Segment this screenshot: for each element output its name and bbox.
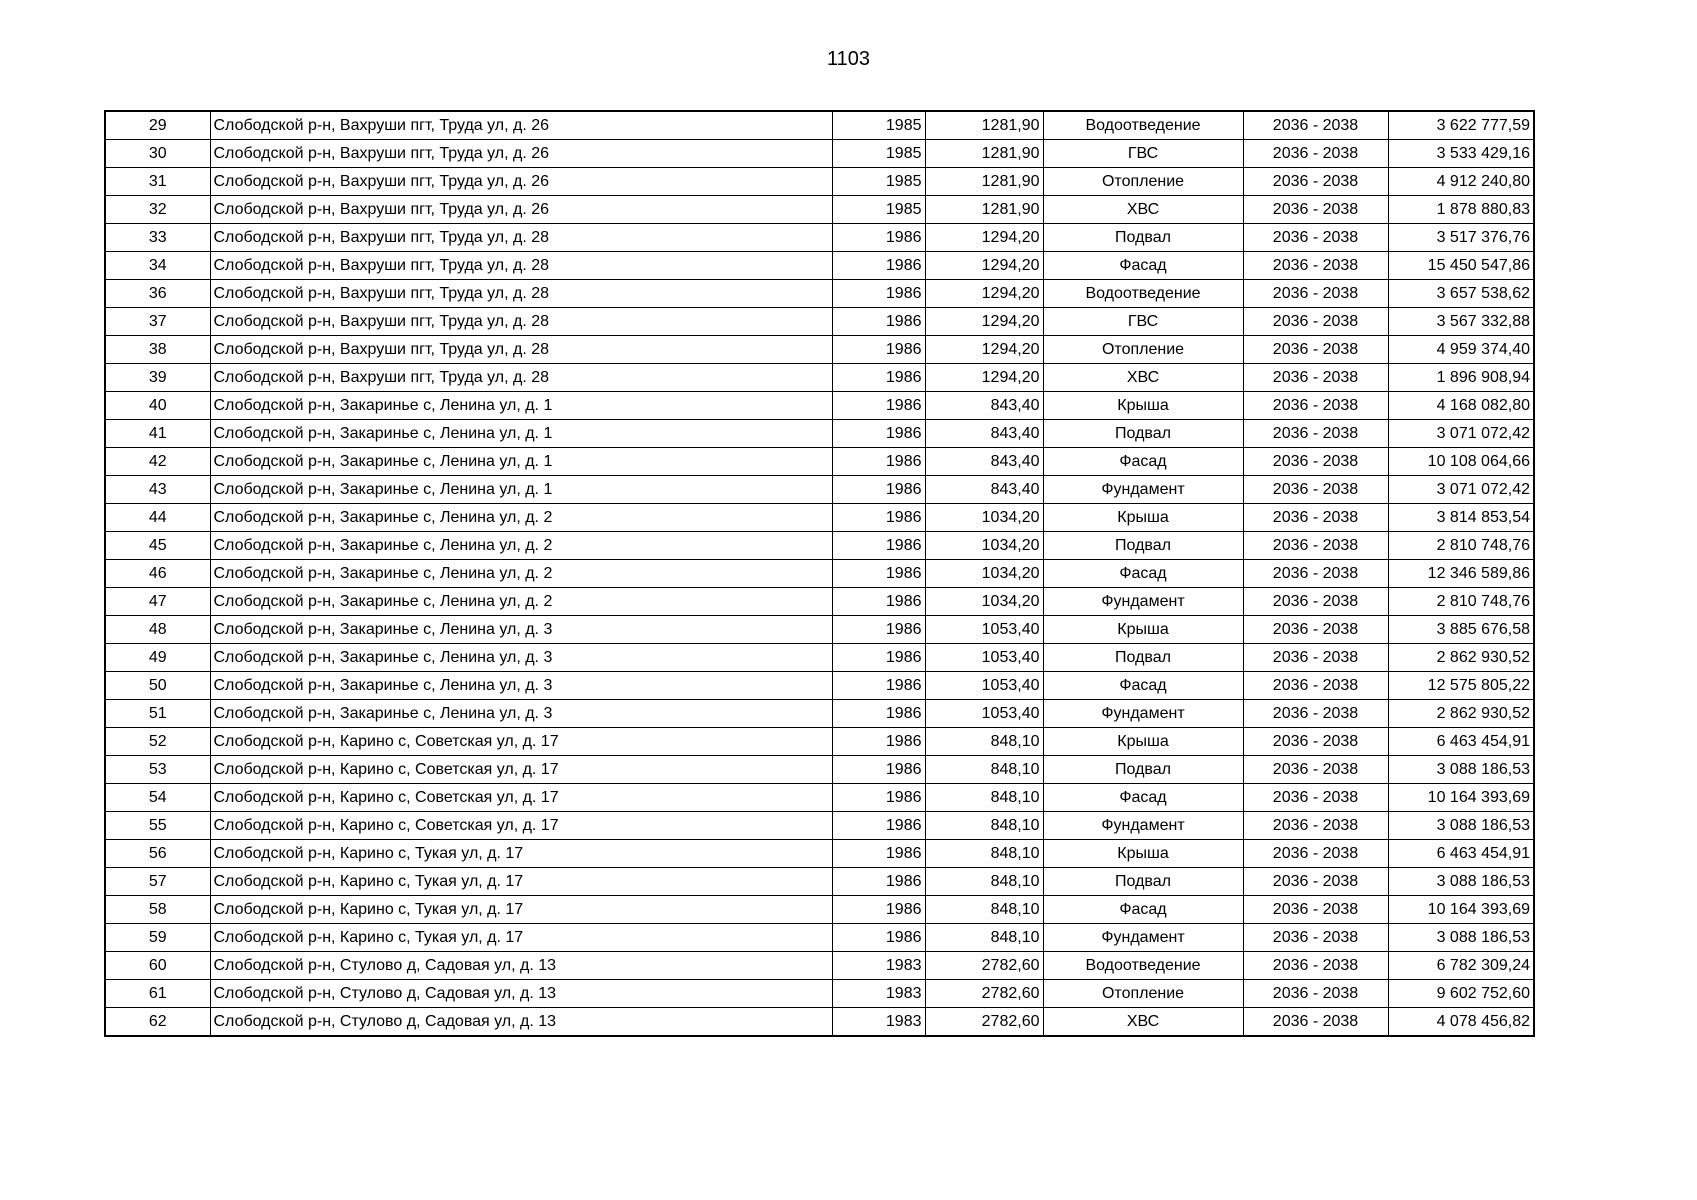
period-cell: 2036 - 2038 <box>1243 111 1388 140</box>
work-type-cell: Фасад <box>1043 252 1243 280</box>
year-built-cell: 1986 <box>832 924 925 952</box>
row-number-cell: 62 <box>105 1008 210 1037</box>
work-type-cell: Водоотведение <box>1043 952 1243 980</box>
period-cell: 2036 - 2038 <box>1243 588 1388 616</box>
work-type-cell: Фундамент <box>1043 700 1243 728</box>
work-type-cell: ХВС <box>1043 196 1243 224</box>
row-number-cell: 32 <box>105 196 210 224</box>
year-built-cell: 1986 <box>832 616 925 644</box>
address-cell: Слободской р-н, Закаринье с, Ленина ул, д. 1 <box>210 392 832 420</box>
cost-cell: 3 657 538,62 <box>1388 280 1534 308</box>
year-built-cell: 1986 <box>832 672 925 700</box>
table-row <box>105 840 1534 868</box>
cost-cell: 4 912 240,80 <box>1388 168 1534 196</box>
table-row <box>105 252 1534 280</box>
address-cell: Слободской р-н, Закаринье с, Ленина ул, д. 2 <box>210 532 832 560</box>
area-cell: 843,40 <box>925 448 1043 476</box>
year-built-cell: 1986 <box>832 532 925 560</box>
table-row <box>105 1008 1534 1037</box>
address-cell: Слободской р-н, Закаринье с, Ленина ул, д. 2 <box>210 560 832 588</box>
period-cell: 2036 - 2038 <box>1243 420 1388 448</box>
table-row <box>105 896 1534 924</box>
cost-cell: 3 622 777,59 <box>1388 111 1534 140</box>
year-built-cell: 1986 <box>832 280 925 308</box>
year-built-cell: 1986 <box>832 812 925 840</box>
work-type-cell: Фасад <box>1043 560 1243 588</box>
work-type-cell: Подвал <box>1043 532 1243 560</box>
table-row <box>105 476 1534 504</box>
row-number-cell: 40 <box>105 392 210 420</box>
table-row <box>105 924 1534 952</box>
row-number-cell: 56 <box>105 840 210 868</box>
year-built-cell: 1985 <box>832 168 925 196</box>
work-type-cell: Водоотведение <box>1043 280 1243 308</box>
row-number-cell: 58 <box>105 896 210 924</box>
work-type-cell: Фасад <box>1043 896 1243 924</box>
table-row <box>105 532 1534 560</box>
row-number-cell: 33 <box>105 224 210 252</box>
address-cell: Слободской р-н, Вахруши пгт, Труда ул, д. 26 <box>210 168 832 196</box>
row-number-cell: 49 <box>105 644 210 672</box>
row-number-cell: 51 <box>105 700 210 728</box>
address-cell: Слободской р-н, Вахруши пгт, Труда ул, д. 26 <box>210 111 832 140</box>
table-row <box>105 980 1534 1008</box>
work-type-cell: Подвал <box>1043 868 1243 896</box>
address-cell: Слободской р-н, Карино с, Тукая ул, д. 17 <box>210 868 832 896</box>
cost-cell: 4 959 374,40 <box>1388 336 1534 364</box>
address-cell: Слободской р-н, Карино с, Тукая ул, д. 17 <box>210 924 832 952</box>
address-cell: Слободской р-н, Вахруши пгт, Труда ул, д. 26 <box>210 140 832 168</box>
table-row <box>105 588 1534 616</box>
row-number-cell: 42 <box>105 448 210 476</box>
period-cell: 2036 - 2038 <box>1243 336 1388 364</box>
period-cell: 2036 - 2038 <box>1243 952 1388 980</box>
year-built-cell: 1986 <box>832 756 925 784</box>
table-row <box>105 168 1534 196</box>
table-row <box>105 280 1534 308</box>
work-type-cell: Подвал <box>1043 756 1243 784</box>
cost-cell: 12 575 805,22 <box>1388 672 1534 700</box>
year-built-cell: 1986 <box>832 588 925 616</box>
period-cell: 2036 - 2038 <box>1243 672 1388 700</box>
year-built-cell: 1986 <box>832 252 925 280</box>
cost-cell: 3 814 853,54 <box>1388 504 1534 532</box>
row-number-cell: 44 <box>105 504 210 532</box>
area-cell: 2782,60 <box>925 1008 1043 1037</box>
cost-cell: 4 168 082,80 <box>1388 392 1534 420</box>
address-cell: Слободской р-н, Закаринье с, Ленина ул, д. 1 <box>210 448 832 476</box>
row-number-cell: 46 <box>105 560 210 588</box>
period-cell: 2036 - 2038 <box>1243 812 1388 840</box>
table-row <box>105 952 1534 980</box>
cost-cell: 9 602 752,60 <box>1388 980 1534 1008</box>
area-cell: 1053,40 <box>925 700 1043 728</box>
period-cell: 2036 - 2038 <box>1243 840 1388 868</box>
work-type-cell: ГВС <box>1043 308 1243 336</box>
area-cell: 1281,90 <box>925 111 1043 140</box>
cost-cell: 3 885 676,58 <box>1388 616 1534 644</box>
year-built-cell: 1986 <box>832 420 925 448</box>
row-number-cell: 31 <box>105 168 210 196</box>
period-cell: 2036 - 2038 <box>1243 392 1388 420</box>
year-built-cell: 1983 <box>832 1008 925 1037</box>
address-cell: Слободской р-н, Закаринье с, Ленина ул, д. 3 <box>210 644 832 672</box>
cost-cell: 3 088 186,53 <box>1388 924 1534 952</box>
year-built-cell: 1986 <box>832 308 925 336</box>
area-cell: 848,10 <box>925 784 1043 812</box>
cost-cell: 10 164 393,69 <box>1388 896 1534 924</box>
address-cell: Слободской р-н, Стулово д, Садовая ул, д. 13 <box>210 1008 832 1037</box>
row-number-cell: 43 <box>105 476 210 504</box>
address-cell: Слободской р-н, Закаринье с, Ленина ул, д. 2 <box>210 504 832 532</box>
area-cell: 848,10 <box>925 756 1043 784</box>
year-built-cell: 1986 <box>832 364 925 392</box>
year-built-cell: 1986 <box>832 840 925 868</box>
period-cell: 2036 - 2038 <box>1243 448 1388 476</box>
work-type-cell: Фундамент <box>1043 476 1243 504</box>
row-number-cell: 50 <box>105 672 210 700</box>
period-cell: 2036 - 2038 <box>1243 1008 1388 1037</box>
area-cell: 1053,40 <box>925 672 1043 700</box>
row-number-cell: 39 <box>105 364 210 392</box>
period-cell: 2036 - 2038 <box>1243 252 1388 280</box>
cost-cell: 3 071 072,42 <box>1388 420 1534 448</box>
row-number-cell: 38 <box>105 336 210 364</box>
year-built-cell: 1985 <box>832 111 925 140</box>
row-number-cell: 36 <box>105 280 210 308</box>
year-built-cell: 1985 <box>832 196 925 224</box>
area-cell: 1281,90 <box>925 196 1043 224</box>
row-number-cell: 41 <box>105 420 210 448</box>
address-cell: Слободской р-н, Закаринье с, Ленина ул, д. 3 <box>210 700 832 728</box>
area-cell: 2782,60 <box>925 952 1043 980</box>
address-cell: Слободской р-н, Карино с, Советская ул, д. 17 <box>210 784 832 812</box>
year-built-cell: 1986 <box>832 644 925 672</box>
address-cell: Слободской р-н, Закаринье с, Ленина ул, д. 1 <box>210 476 832 504</box>
area-cell: 1294,20 <box>925 308 1043 336</box>
cost-cell: 3 533 429,16 <box>1388 140 1534 168</box>
period-cell: 2036 - 2038 <box>1243 532 1388 560</box>
address-cell: Слободской р-н, Вахруши пгт, Труда ул, д. 28 <box>210 224 832 252</box>
cost-cell: 1 896 908,94 <box>1388 364 1534 392</box>
area-cell: 1053,40 <box>925 616 1043 644</box>
table-row <box>105 420 1534 448</box>
row-number-cell: 47 <box>105 588 210 616</box>
work-type-cell: Фундамент <box>1043 924 1243 952</box>
year-built-cell: 1986 <box>832 896 925 924</box>
year-built-cell: 1986 <box>832 336 925 364</box>
cost-cell: 3 088 186,53 <box>1388 868 1534 896</box>
year-built-cell: 1985 <box>832 140 925 168</box>
address-cell: Слободской р-н, Закаринье с, Ленина ул, д. 3 <box>210 616 832 644</box>
period-cell: 2036 - 2038 <box>1243 224 1388 252</box>
work-type-cell: Фасад <box>1043 672 1243 700</box>
table-row <box>105 448 1534 476</box>
area-cell: 1034,20 <box>925 532 1043 560</box>
cost-cell: 3 517 376,76 <box>1388 224 1534 252</box>
table-row <box>105 364 1534 392</box>
area-cell: 843,40 <box>925 392 1043 420</box>
period-cell: 2036 - 2038 <box>1243 756 1388 784</box>
row-number-cell: 60 <box>105 952 210 980</box>
address-cell: Слободской р-н, Карино с, Тукая ул, д. 17 <box>210 840 832 868</box>
table-row <box>105 196 1534 224</box>
period-cell: 2036 - 2038 <box>1243 168 1388 196</box>
cost-cell: 1 878 880,83 <box>1388 196 1534 224</box>
address-cell: Слободской р-н, Стулово д, Садовая ул, д. 13 <box>210 980 832 1008</box>
table-row <box>105 700 1534 728</box>
year-built-cell: 1986 <box>832 728 925 756</box>
area-cell: 1281,90 <box>925 168 1043 196</box>
table-row <box>105 616 1534 644</box>
area-cell: 848,10 <box>925 924 1043 952</box>
work-type-cell: Отопление <box>1043 336 1243 364</box>
table-body <box>105 111 1534 1036</box>
area-cell: 848,10 <box>925 868 1043 896</box>
address-cell: Слободской р-н, Вахруши пгт, Труда ул, д. 28 <box>210 364 832 392</box>
table-row <box>105 140 1534 168</box>
row-number-cell: 53 <box>105 756 210 784</box>
row-number-cell: 59 <box>105 924 210 952</box>
work-type-cell: Отопление <box>1043 980 1243 1008</box>
cost-cell: 15 450 547,86 <box>1388 252 1534 280</box>
table-row <box>105 560 1534 588</box>
area-cell: 848,10 <box>925 812 1043 840</box>
row-number-cell: 45 <box>105 532 210 560</box>
row-number-cell: 52 <box>105 728 210 756</box>
work-type-cell: Фасад <box>1043 448 1243 476</box>
area-cell: 1034,20 <box>925 588 1043 616</box>
work-type-cell: Крыша <box>1043 392 1243 420</box>
area-cell: 1294,20 <box>925 252 1043 280</box>
cost-cell: 2 810 748,76 <box>1388 588 1534 616</box>
row-number-cell: 54 <box>105 784 210 812</box>
cost-cell: 3 567 332,88 <box>1388 308 1534 336</box>
work-type-cell: Крыша <box>1043 504 1243 532</box>
address-cell: Слободской р-н, Вахруши пгт, Труда ул, д. 28 <box>210 252 832 280</box>
work-type-cell: Крыша <box>1043 728 1243 756</box>
cost-cell: 3 088 186,53 <box>1388 756 1534 784</box>
area-cell: 1281,90 <box>925 140 1043 168</box>
table-row <box>105 644 1534 672</box>
table-row <box>105 224 1534 252</box>
period-cell: 2036 - 2038 <box>1243 140 1388 168</box>
period-cell: 2036 - 2038 <box>1243 728 1388 756</box>
year-built-cell: 1983 <box>832 952 925 980</box>
period-cell: 2036 - 2038 <box>1243 644 1388 672</box>
year-built-cell: 1986 <box>832 560 925 588</box>
cost-cell: 6 463 454,91 <box>1388 728 1534 756</box>
table-row <box>105 812 1534 840</box>
work-type-cell: ХВС <box>1043 1008 1243 1037</box>
period-cell: 2036 - 2038 <box>1243 560 1388 588</box>
period-cell: 2036 - 2038 <box>1243 504 1388 532</box>
area-cell: 1294,20 <box>925 224 1043 252</box>
area-cell: 2782,60 <box>925 980 1043 1008</box>
work-type-cell: Отопление <box>1043 168 1243 196</box>
period-cell: 2036 - 2038 <box>1243 308 1388 336</box>
cost-cell: 12 346 589,86 <box>1388 560 1534 588</box>
work-type-cell: ХВС <box>1043 364 1243 392</box>
work-type-cell: Водоотведение <box>1043 111 1243 140</box>
table-row <box>105 308 1534 336</box>
table-row <box>105 672 1534 700</box>
cost-cell: 3 071 072,42 <box>1388 476 1534 504</box>
table-row <box>105 336 1534 364</box>
year-built-cell: 1986 <box>832 868 925 896</box>
address-cell: Слободской р-н, Вахруши пгт, Труда ул, д. 28 <box>210 280 832 308</box>
year-built-cell: 1986 <box>832 448 925 476</box>
work-type-cell: Крыша <box>1043 840 1243 868</box>
period-cell: 2036 - 2038 <box>1243 700 1388 728</box>
cost-cell: 6 782 309,24 <box>1388 952 1534 980</box>
address-cell: Слободской р-н, Карино с, Советская ул, д. 17 <box>210 812 832 840</box>
work-type-cell: Подвал <box>1043 224 1243 252</box>
cost-cell: 10 108 064,66 <box>1388 448 1534 476</box>
period-cell: 2036 - 2038 <box>1243 868 1388 896</box>
work-type-cell: Подвал <box>1043 644 1243 672</box>
table-row <box>105 504 1534 532</box>
year-built-cell: 1983 <box>832 980 925 1008</box>
year-built-cell: 1986 <box>832 700 925 728</box>
address-cell: Слободской р-н, Карино с, Советская ул, д. 17 <box>210 756 832 784</box>
address-cell: Слободской р-н, Закаринье с, Ленина ул, д. 1 <box>210 420 832 448</box>
year-built-cell: 1986 <box>832 392 925 420</box>
row-number-cell: 30 <box>105 140 210 168</box>
period-cell: 2036 - 2038 <box>1243 476 1388 504</box>
area-cell: 1053,40 <box>925 644 1043 672</box>
work-type-cell: Фасад <box>1043 784 1243 812</box>
area-cell: 1294,20 <box>925 364 1043 392</box>
table-row <box>105 392 1534 420</box>
row-number-cell: 57 <box>105 868 210 896</box>
period-cell: 2036 - 2038 <box>1243 924 1388 952</box>
table-row <box>105 868 1534 896</box>
area-cell: 1034,20 <box>925 504 1043 532</box>
cost-cell: 2 810 748,76 <box>1388 532 1534 560</box>
row-number-cell: 61 <box>105 980 210 1008</box>
year-built-cell: 1986 <box>832 224 925 252</box>
year-built-cell: 1986 <box>832 504 925 532</box>
work-type-cell: Подвал <box>1043 420 1243 448</box>
cost-cell: 10 164 393,69 <box>1388 784 1534 812</box>
address-cell: Слободской р-н, Карино с, Советская ул, д. 17 <box>210 728 832 756</box>
period-cell: 2036 - 2038 <box>1243 616 1388 644</box>
address-cell: Слободской р-н, Стулово д, Садовая ул, д. 13 <box>210 952 832 980</box>
area-cell: 848,10 <box>925 896 1043 924</box>
table-row <box>105 111 1534 140</box>
row-number-cell: 55 <box>105 812 210 840</box>
table-row <box>105 784 1534 812</box>
address-cell: Слободской р-н, Закаринье с, Ленина ул, д. 3 <box>210 672 832 700</box>
area-cell: 848,10 <box>925 728 1043 756</box>
period-cell: 2036 - 2038 <box>1243 364 1388 392</box>
repair-schedule-table <box>104 110 1535 1037</box>
row-number-cell: 29 <box>105 111 210 140</box>
row-number-cell: 34 <box>105 252 210 280</box>
period-cell: 2036 - 2038 <box>1243 980 1388 1008</box>
year-built-cell: 1986 <box>832 784 925 812</box>
address-cell: Слободской р-н, Вахруши пгт, Труда ул, д. 28 <box>210 308 832 336</box>
area-cell: 848,10 <box>925 840 1043 868</box>
cost-cell: 3 088 186,53 <box>1388 812 1534 840</box>
cost-cell: 2 862 930,52 <box>1388 644 1534 672</box>
cost-cell: 2 862 930,52 <box>1388 700 1534 728</box>
row-number-cell: 37 <box>105 308 210 336</box>
address-cell: Слободской р-н, Вахруши пгт, Труда ул, д. 28 <box>210 336 832 364</box>
table-row <box>105 728 1534 756</box>
address-cell: Слободской р-н, Вахруши пгт, Труда ул, д. 26 <box>210 196 832 224</box>
area-cell: 1294,20 <box>925 280 1043 308</box>
area-cell: 843,40 <box>925 476 1043 504</box>
work-type-cell: Крыша <box>1043 616 1243 644</box>
period-cell: 2036 - 2038 <box>1243 784 1388 812</box>
row-number-cell: 48 <box>105 616 210 644</box>
period-cell: 2036 - 2038 <box>1243 280 1388 308</box>
area-cell: 843,40 <box>925 420 1043 448</box>
cost-cell: 6 463 454,91 <box>1388 840 1534 868</box>
area-cell: 1294,20 <box>925 336 1043 364</box>
table-row <box>105 756 1534 784</box>
address-cell: Слободской р-н, Закаринье с, Ленина ул, д. 2 <box>210 588 832 616</box>
cost-cell: 4 078 456,82 <box>1388 1008 1534 1037</box>
work-type-cell: Фундамент <box>1043 588 1243 616</box>
area-cell: 1034,20 <box>925 560 1043 588</box>
work-type-cell: ГВС <box>1043 140 1243 168</box>
page-number: 1103 <box>826 48 870 70</box>
period-cell: 2036 - 2038 <box>1243 896 1388 924</box>
year-built-cell: 1986 <box>832 476 925 504</box>
address-cell: Слободской р-н, Карино с, Тукая ул, д. 17 <box>210 896 832 924</box>
work-type-cell: Фундамент <box>1043 812 1243 840</box>
period-cell: 2036 - 2038 <box>1243 196 1388 224</box>
